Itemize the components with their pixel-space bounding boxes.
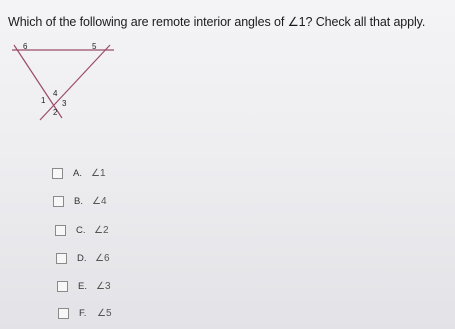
option-d-checkbox[interactable] xyxy=(56,253,67,264)
question-text: Which of the following are remote interior angles of ∠1? Check all that apply. xyxy=(8,15,426,29)
option-c-angle: ∠2 xyxy=(94,224,109,236)
triangle-right-line xyxy=(40,45,110,120)
angle-label-3: 3 xyxy=(62,99,67,108)
angle-label-6: 6 xyxy=(23,42,28,51)
option-e[interactable] xyxy=(57,279,111,293)
option-a-letter: A. xyxy=(73,167,82,179)
option-f-angle: ∠5 xyxy=(97,307,112,319)
option-a-angle: ∠1 xyxy=(91,167,106,179)
option-b-checkbox[interactable] xyxy=(53,196,64,207)
option-b[interactable] xyxy=(53,194,107,208)
option-d[interactable] xyxy=(56,251,110,265)
option-d-letter: D. xyxy=(77,252,87,264)
triangle-figure xyxy=(10,40,120,125)
option-a-checkbox[interactable] xyxy=(52,168,63,179)
option-e-letter: E. xyxy=(78,280,87,292)
option-a[interactable] xyxy=(52,166,106,180)
option-f[interactable] xyxy=(58,306,112,320)
option-c[interactable] xyxy=(55,223,109,237)
option-f-checkbox[interactable] xyxy=(58,308,69,319)
option-e-angle: ∠3 xyxy=(96,280,111,292)
option-f-letter: F. xyxy=(79,307,87,319)
option-b-angle: ∠4 xyxy=(92,195,107,207)
angle-label-4: 4 xyxy=(53,89,58,98)
option-c-letter: C. xyxy=(76,224,86,236)
option-d-angle: ∠6 xyxy=(95,252,110,264)
option-b-letter: B. xyxy=(74,195,83,207)
option-e-checkbox[interactable] xyxy=(57,281,68,292)
angle-label-2: 2 xyxy=(53,108,58,117)
option-c-checkbox[interactable] xyxy=(55,225,66,236)
angle-label-1: 1 xyxy=(41,96,46,105)
angle-label-5: 5 xyxy=(92,42,97,51)
